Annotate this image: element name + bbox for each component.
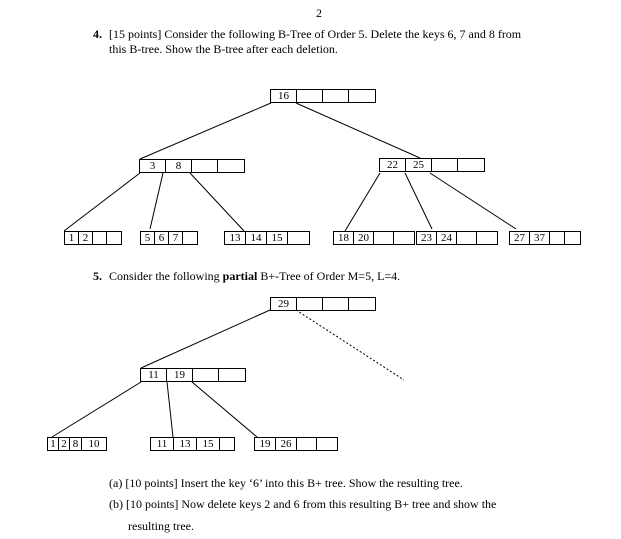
key-cell: 7 (169, 232, 183, 244)
q5-text-bold: partial (222, 269, 258, 283)
key-cell: 14 (246, 232, 267, 244)
key-cell (192, 160, 218, 172)
key-cell (219, 369, 245, 381)
key-cell: 13 (174, 438, 197, 450)
bplus-edge (141, 310, 270, 368)
q4-text-line1: [15 points] Consider the following B-Tree of Order 5. Delete the keys 6, 7 and 8 from (109, 27, 522, 41)
key-cell (550, 232, 565, 244)
btree-edge (405, 173, 432, 229)
btree-leaf-node (416, 231, 498, 245)
key-cell: 19 (255, 438, 276, 450)
key-cell: 18 (334, 232, 354, 244)
key-cell (297, 90, 323, 102)
key-cell (107, 232, 121, 244)
page-number: 2 (316, 6, 322, 20)
key-cell: 25 (406, 159, 432, 171)
bplus-internal-node (140, 368, 246, 382)
key-cell: 8 (166, 160, 192, 172)
key-cell: 1 (65, 232, 79, 244)
key-cell: 5 (141, 232, 155, 244)
key-cell: 11 (151, 438, 174, 450)
q5-text-pre: Consider the following (109, 269, 223, 283)
key-cell (218, 160, 244, 172)
key-cell (323, 90, 349, 102)
bplus-edge-dotted (296, 310, 404, 380)
key-cell: 23 (417, 232, 437, 244)
btree-leaf-node (333, 231, 415, 245)
key-cell: 22 (380, 159, 406, 171)
q4-text-line2: this B-tree. Show the B-tree after each deletion. (109, 42, 338, 56)
key-cell: 26 (276, 438, 297, 450)
bplus-leaf-node (150, 437, 235, 451)
key-cell: 11 (141, 369, 167, 381)
key-cell: 1 (48, 438, 59, 450)
btree-edge (296, 103, 420, 158)
key-cell: 27 (510, 232, 530, 244)
btree-root-node (270, 89, 376, 103)
bplus-edge (192, 382, 257, 437)
key-cell (323, 298, 349, 310)
q5-part-b-line1: (b) [10 points] Now delete keys 2 and 6 from this resulting B+ tree and show the (109, 497, 497, 511)
key-cell (458, 159, 484, 171)
btree-edge (140, 103, 271, 159)
key-cell (288, 232, 309, 244)
key-cell: 20 (354, 232, 374, 244)
key-cell (317, 438, 337, 450)
q5-text (109, 269, 400, 284)
key-cell (394, 232, 414, 244)
btree-internal-node-left (139, 159, 245, 173)
key-cell: 19 (167, 369, 193, 381)
key-cell (432, 159, 458, 171)
q5-text-post: B+-Tree of Order M=5, L=4. (257, 269, 401, 283)
btree-leaf-node (64, 231, 122, 245)
btree-leaf-node (224, 231, 310, 245)
q4-number: 4. (93, 27, 102, 41)
bplus-edge (167, 382, 173, 437)
key-cell (183, 232, 197, 244)
key-cell (349, 298, 375, 310)
bplus-root-node (270, 297, 376, 311)
key-cell: 37 (530, 232, 550, 244)
key-cell: 8 (70, 438, 82, 450)
key-cell: 15 (197, 438, 220, 450)
key-cell (457, 232, 477, 244)
key-cell: 6 (155, 232, 169, 244)
key-cell (477, 232, 497, 244)
btree-edge (190, 173, 244, 231)
q5-number: 5. (93, 269, 102, 283)
bplus-leaf-node (47, 437, 107, 451)
btree-leaf-node (509, 231, 581, 245)
q5-part-a: (a) [10 points] Insert the key ‘6’ into this B+ tree. Show the resulting tree. (109, 476, 463, 490)
btree-edge (430, 173, 516, 229)
key-cell (93, 232, 107, 244)
key-cell: 2 (59, 438, 70, 450)
q5-part-b-line2: resulting tree. (128, 519, 194, 533)
btree-edge (150, 173, 163, 229)
key-cell: 15 (267, 232, 288, 244)
bplus-edge (52, 382, 141, 437)
btree-internal-node-right (379, 158, 485, 172)
key-cell (220, 438, 234, 450)
key-cell (374, 232, 394, 244)
bplus-leaf-node (254, 437, 338, 451)
key-cell: 24 (437, 232, 457, 244)
key-cell: 2 (79, 232, 93, 244)
key-cell: 10 (88, 438, 100, 450)
key-cell: 29 (271, 298, 297, 310)
key-cell (297, 438, 317, 450)
key-cell (349, 90, 375, 102)
btree-edge (345, 173, 380, 231)
key-cell: 16 (271, 90, 297, 102)
btree-leaf-node (140, 231, 198, 245)
btree-edge (64, 173, 140, 231)
key-cell (193, 369, 219, 381)
key-cell: 13 (225, 232, 246, 244)
key-cell: 3 (140, 160, 166, 172)
key-cell (297, 298, 323, 310)
key-cell (565, 232, 580, 244)
